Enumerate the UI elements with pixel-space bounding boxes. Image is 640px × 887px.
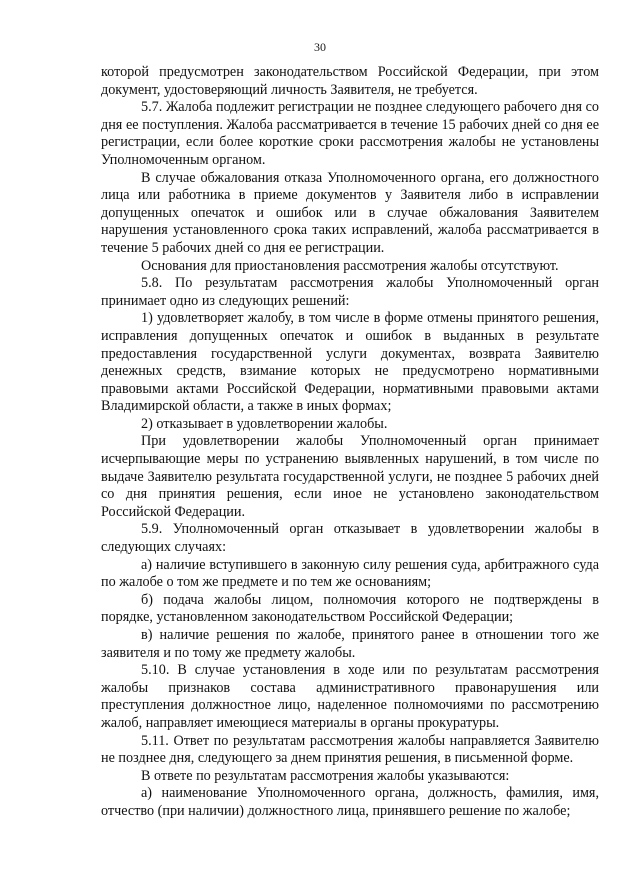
paragraph-appeal-refusal: В случае обжалования отказа Уполномоченного органа, его должностного лица или работника в приеме документов у Заявителя либо в исправлении допущенных опечаток и ошибок или в случае обжалования Заявителем нарушения установленного срока таких исправлений, жалоба рассматривается в течение 5 рабочих дней со дня ее регистрации. xyxy=(101,169,599,256)
paragraph-5-10: 5.10. В случае установления в ходе или по результатам рассмотрения жалобы признаков состава административного правонарушения или преступления должностное лицо, наделенное полномочиями по рассмотрению жалоб, направляет имеющиеся материалы в органы прокуратуры. xyxy=(101,662,599,731)
document-body xyxy=(101,64,599,821)
paragraph-5-11: 5.11. Ответ по результатам рассмотрения жалобы направляется Заявителю не позднее дня, следующего за днем принятия решения, в письменной форме. xyxy=(101,732,599,767)
list-item-2: 2) отказывает в удовлетворении жалобы. xyxy=(141,415,388,432)
paragraph-satisfaction-measures: При удовлетворении жалобы Уполномоченный орган принимает исчерпывающие меры по устранению выявленных нарушений, в том числе по выдаче Заявителю результата государственной услуги, не позднее 5 рабочих дней со дня принятия решения, если иное не установлено законодательством Российской Федерации. xyxy=(101,433,599,520)
list-item-v: в) наличие решения по жалобе, принятого ранее в отношении того же заявителя и по тому же предмету жалобы. xyxy=(101,627,599,661)
paragraph-continuation: которой предусмотрен законодательством Российской Федерации, при этом документ, удостоверяющий личность Заявителя, не требуется. xyxy=(101,64,599,98)
list-item-response-a: а) наименование Уполномоченного органа, должность, фамилия, имя, отчество (при наличии) должностного лица, принявшего решение по жалобе; xyxy=(101,785,599,819)
paragraph-5-7: 5.7. Жалоба подлежит регистрации не позднее следующего рабочего дня со дня ее поступления. Жалоба рассматривается в течение 15 рабочих дней со дня ее регистрации, если более короткие сроки рассмотрения жалобы не установлены Уполномоченным органом. xyxy=(101,99,599,168)
paragraph-response-contents: В ответе по результатам рассмотрения жалобы указываются: xyxy=(141,767,510,784)
paragraph-no-suspension: Основания для приостановления рассмотрения жалобы отсутствуют. xyxy=(141,257,559,274)
paragraph-5-9: 5.9. Уполномоченный орган отказывает в удовлетворении жалобы в следующих случаях: xyxy=(101,521,599,556)
page-number: 30 xyxy=(314,40,326,54)
list-item-1: 1) удовлетворяет жалобу, в том числе в форме отмены принятого решения, исправления допущенных опечаток и ошибок в выданных в результате предоставления государственной услуги документах, возврата Заявителю денежных средств, взимание которых не предусмотрено нормативными правовыми актами Российской Федерации, нормативными правовыми актами Владимирской области, а также в иных формах; xyxy=(101,310,599,415)
list-item-a: а) наличие вступившего в законную силу решения суда, арбитражного суда по жалобе о том же предмете и по тем же основаниям; xyxy=(101,556,599,591)
paragraph-5-8: 5.8. По результатам рассмотрения жалобы Уполномоченный орган принимает одно из следующих решений: xyxy=(101,275,599,309)
list-item-b: б) подача жалобы лицом, полномочия которого не подтверждены в порядке, установленном законодательством Российской Федерации; xyxy=(101,591,599,626)
